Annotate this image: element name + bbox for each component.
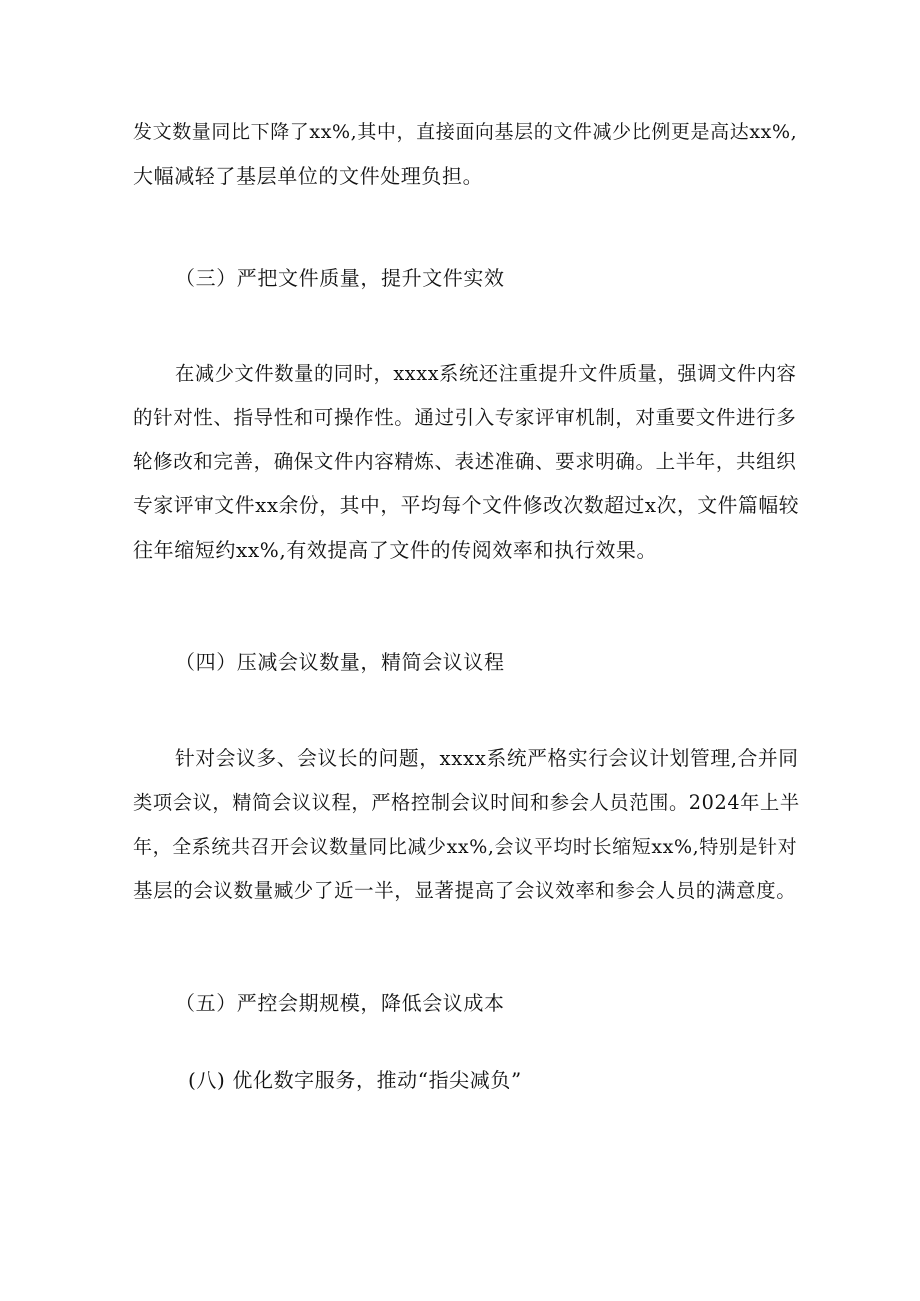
section-heading-4: （四）压减会议数量，精简会议议程 xyxy=(175,650,505,674)
paragraph-1 xyxy=(133,110,798,198)
paragraph-line: 专家评审文件xx余份，其中，平均每个文件修改次数超过x次，文件篇幅较 xyxy=(133,494,800,517)
section-heading-3: （三）严把文件质量，提升文件实效 xyxy=(175,266,505,290)
paragraph-line: 针对会议多、会议长的问题，xxxx系统严格实行会议计划管理,合并同 xyxy=(175,747,799,770)
paragraph-2 xyxy=(133,352,800,572)
paragraph-3 xyxy=(133,737,800,913)
paragraph-line: 往年缩短约xx%,有效提高了文件的传阅效率和执行效果。 xyxy=(133,538,658,562)
paragraph-line: 年，全系统共召开会议数量同比减少xx%,会议平均时长缩短xx%,特别是针对 xyxy=(133,836,798,858)
paragraph-line: 大幅减轻了基层单位的文件处理负担。 xyxy=(133,164,484,188)
paragraph-line: 的针对性、指导性和可操作性。通过引入专家评审机制，对重要文件进行多 xyxy=(133,406,797,429)
paragraph-line: 在减少文件数量的同时，xxxx系统还注重提升文件质量，强调文件内容 xyxy=(175,362,797,385)
paragraph-line: 基层的会议数量臧少了近一半，显著提高了会议效率和参会人员的满意度。 xyxy=(133,879,797,902)
paragraph-line: 发文数量同比下降了xx%,其中，直接面向基层的文件减少比例更是高达xx%, xyxy=(133,121,798,143)
section-heading-8: (八) 优化数字服务，推动“指尖减负” xyxy=(188,1068,522,1092)
paragraph-line: 轮修改和完善，确保文件内容精炼、表述准确、要求明确。上半年，共组织 xyxy=(133,450,797,473)
paragraph-line: 类项会议，精简会议议程，严格控制会议时间和参会人员范围。2024年上半 xyxy=(133,791,800,814)
section-heading-5: （五）严控会期规模，降低会议成本 xyxy=(175,991,505,1015)
